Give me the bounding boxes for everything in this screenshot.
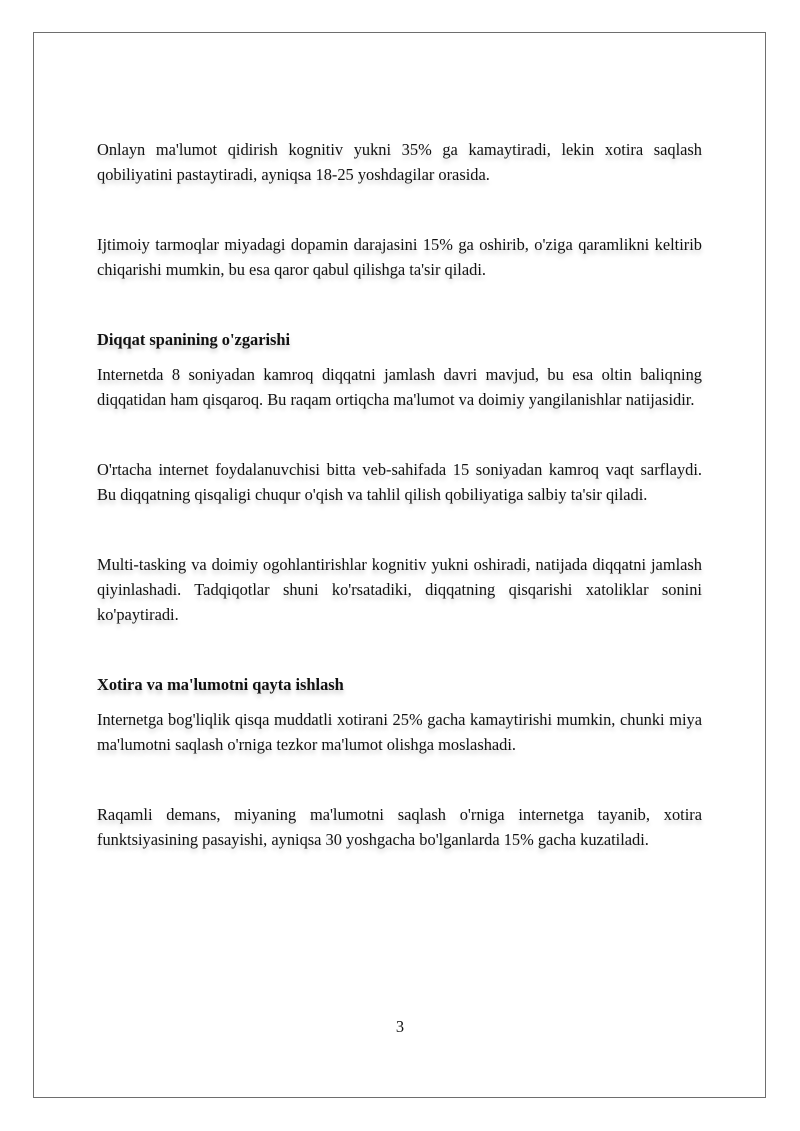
document-body [97, 137, 702, 852]
paragraph-cognitive-load: Onlayn ma'lumot qidirish kognitiv yukni 35% ga kamaytiradi, lekin xotira saqlash qobiliyatini pastaytiradi, ayniqsa 18-25 yoshdagilar orasida. [97, 140, 702, 184]
page-number: 3 [395, 1017, 405, 1036]
paragraph-short-term-memory: Internetga bog'liqlik qisqa muddatli xotirani 25% gacha kamaytirishi mumkin, chunki miya ma'lumotni saqlash o'rniga tezkor ma'lumot olishga moslashadi. [97, 710, 702, 754]
heading-attention-span: Diqqat spanining o'zgarishi [97, 330, 291, 349]
paragraph-page-time: O'rtacha internet foydalanuvchisi bitta veb-sahifada 15 soniyadan kamroq vaqt sarflaydi. Bu diqqatning qisqaligi chuqur o'qish va tahlil qilish qobiliyatiga salbiy ta'sir qiladi. [97, 460, 702, 504]
heading-memory-processing: Xotira va ma'lumotni qayta ishlash [97, 675, 344, 694]
paragraph-attention-duration: Internetda 8 soniyadan kamroq diqqatni jamlash davri mavjud, bu esa oltin baliqning diqqatidan ham qisqaroq. Bu raqam ortiqcha ma'lumot va doimiy yangilanishlar natijasidir. [97, 365, 702, 409]
paragraph-social-media: Ijtimoiy tarmoqlar miyadagi dopamin darajasini 15% ga oshirib, o'ziga qaramlikni keltirib chiqarishi mumkin, bu esa qaror qabul qilishga ta'sir qiladi. [97, 235, 702, 279]
paragraph-multitasking: Multi-tasking va doimiy ogohlantirishlar kognitiv yukni oshiradi, natijada diqqatni jamlash qiyinlashadi. Tadqiqotlar shuni ko'rsatadiki, diqqatning qisqarishi xatoliklar sonini ko'paytiradi. [97, 555, 702, 624]
paragraph-digital-dementia: Raqamli demans, miyaning ma'lumotni saqlash o'rniga internetga tayanib, xotira funktsiyasining pasayishi, ayniqsa 30 yoshgacha bo'lganlarda 15% gacha kuzatiladi. [97, 805, 702, 849]
